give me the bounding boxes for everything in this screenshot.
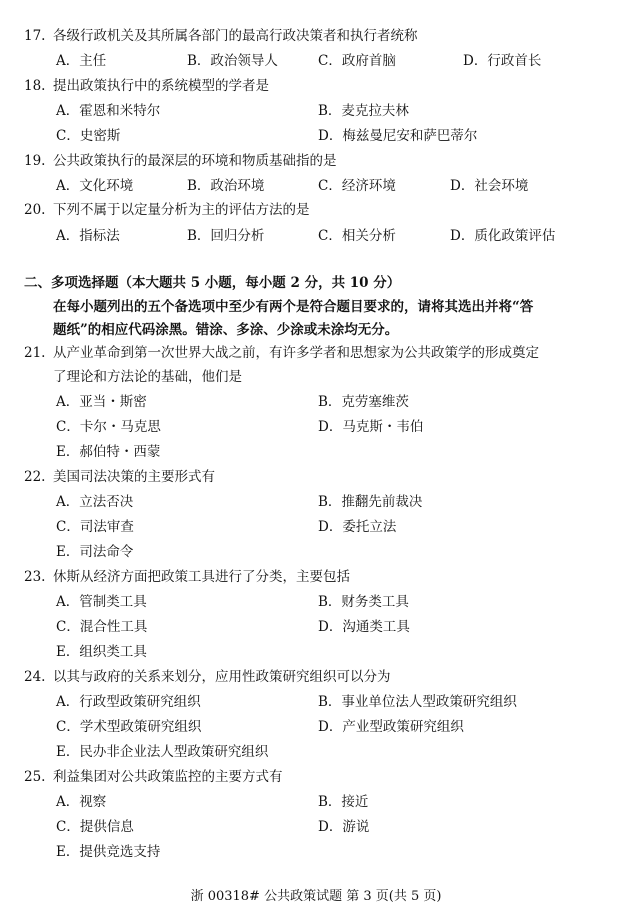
question-number: 25. [24, 769, 46, 785]
option-d: D．沟通类工具 [318, 619, 410, 635]
option-c: C．相关分析 [318, 228, 396, 244]
option-b: B．麦克拉夫林 [318, 103, 409, 119]
option-c: C．卡尔・马克思 [56, 419, 161, 435]
option-b: B．回归分析 [187, 228, 265, 244]
option-a: A．管制类工具 [56, 594, 147, 610]
option-a: A．亚当・斯密 [56, 394, 147, 410]
question-text-continued: 了理论和方法论的基础，他们是 [53, 369, 242, 385]
option-b: B．政治领导人 [187, 53, 278, 69]
option-a: A．文化环境 [56, 178, 134, 194]
option-d: D．委托立法 [318, 519, 397, 535]
section-instruction: 题纸”的相应代码涂黑。错涂、多涂、少涂或未涂均无分。 [53, 322, 399, 338]
option-e: E．司法命令 [56, 544, 134, 560]
question-number: 22. [24, 469, 46, 485]
option-c: C．史密斯 [56, 128, 121, 144]
question-number: 18. [24, 78, 46, 94]
question-text: 公共政策执行的最深层的环境和物质基础指的是 [53, 153, 337, 169]
section-instruction: 在每小题列出的五个备选项中至少有两个是符合题目要求的，请将其选出并将“答 [53, 299, 534, 315]
question-number: 24. [24, 669, 46, 685]
option-a: A．指标法 [56, 228, 120, 244]
option-b: B．事业单位法人型政策研究组织 [318, 694, 517, 710]
option-b: B．政治环境 [187, 178, 265, 194]
question-number: 19. [24, 153, 46, 169]
option-c: C．司法审查 [56, 519, 134, 535]
question-text: 休斯从经济方面把政策工具进行了分类，主要包括 [53, 569, 350, 585]
option-c: C．政府首脑 [318, 53, 396, 69]
question-text: 以其与政府的关系来划分，应用性政策研究组织可以分为 [53, 669, 391, 685]
option-e: E．提供竞选支持 [56, 844, 161, 860]
question-number: 21. [24, 345, 46, 361]
question-text: 从产业革命到第一次世界大战之前，有许多学者和思想家为公共政策学的形成奠定 [53, 345, 539, 361]
question-text: 利益集团对公共政策监控的主要方式有 [53, 769, 283, 785]
option-d: D．行政首长 [463, 53, 542, 69]
option-b: B．克劳塞维茨 [318, 394, 409, 410]
option-c: C．经济环境 [318, 178, 396, 194]
option-a: A．主任 [56, 53, 107, 69]
option-d: D．产业型政策研究组织 [318, 719, 464, 735]
option-b: B．推翻先前裁决 [318, 494, 423, 510]
option-d: D．质化政策评估 [450, 228, 556, 244]
option-b: B．接近 [318, 794, 369, 810]
option-c: C．提供信息 [56, 819, 134, 835]
question-text: 下列不属于以定量分析为主的评估方法的是 [53, 202, 310, 218]
section-title: 二、多项选择题（本大题共 5 小题，每小题 2 分，共 10 分） [24, 275, 401, 291]
option-e: E．郝伯特・西蒙 [56, 444, 161, 460]
option-c: C．混合性工具 [56, 619, 148, 635]
option-a: A．立法否决 [56, 494, 134, 510]
question-text: 美国司法决策的主要形式有 [53, 469, 215, 485]
option-d: D．梅兹曼尼安和萨巴蒂尔 [318, 128, 478, 144]
option-d: D．马克斯・韦伯 [318, 419, 424, 435]
option-a: A．行政型政策研究组织 [56, 694, 201, 710]
option-d: D．游说 [318, 819, 370, 835]
option-e: E．民办非企业法人型政策研究组织 [56, 744, 269, 760]
question-number: 20. [24, 202, 46, 218]
question-text: 各级行政机关及其所属各部门的最高行政决策者和执行者统称 [53, 28, 418, 44]
option-e: E．组织类工具 [56, 644, 147, 660]
question-number: 17. [24, 28, 46, 44]
page-footer: 浙 00318# 公共政策试题 第 3 页(共 5 页) [190, 889, 442, 904]
option-d: D．社会环境 [450, 178, 529, 194]
option-b: B．财务类工具 [318, 594, 409, 610]
option-a: A．霍恩和米特尔 [56, 103, 161, 119]
question-text: 提出政策执行中的系统模型的学者是 [53, 78, 269, 94]
question-number: 23. [24, 569, 46, 585]
option-a: A．视察 [56, 794, 107, 810]
option-c: C．学术型政策研究组织 [56, 719, 202, 735]
